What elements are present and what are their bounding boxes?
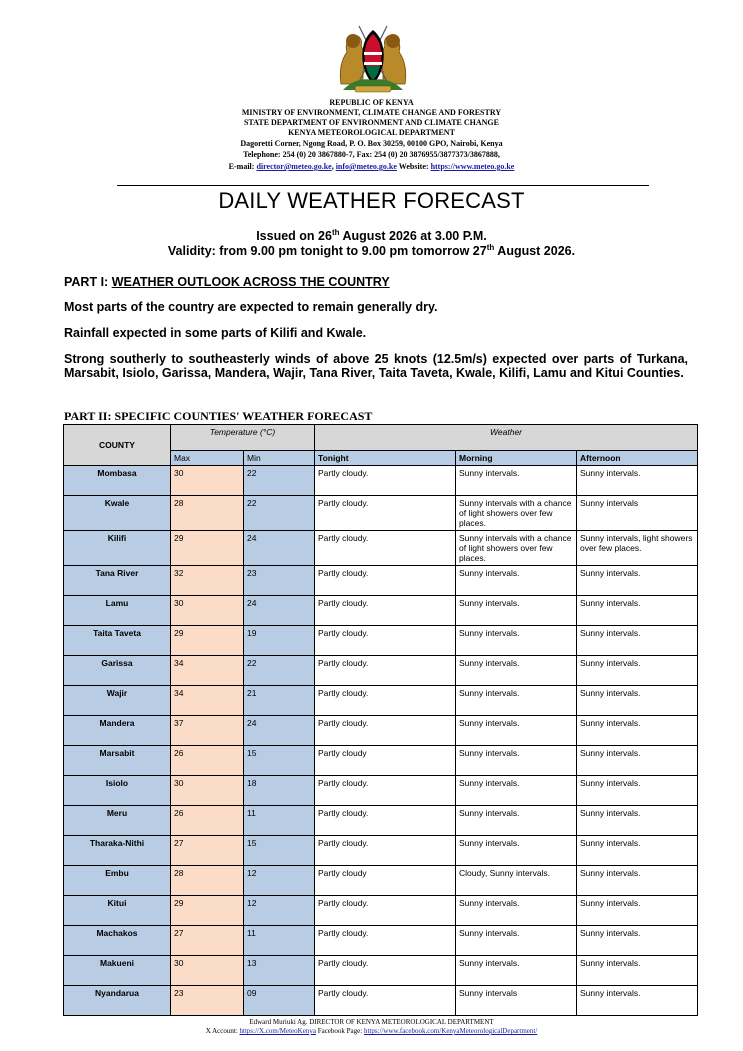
col-header-temperature: Temperature (°C)	[171, 425, 315, 451]
telephone-line: Telephone: 254 (0) 20 3867880-7, Fax: 254 (0) 20 3876955/3877373/3867888,	[243, 150, 500, 159]
county-cell: Marsabit	[64, 746, 171, 776]
max-temp-cell: 28	[171, 496, 244, 531]
state-department-line: STATE DEPARTMENT OF ENVIRONMENT AND CLIMATE CHANGE	[243, 118, 499, 127]
tonight-cell: Partly cloudy.	[315, 896, 456, 926]
tonight-cell: Partly cloudy.	[315, 776, 456, 806]
min-temp-cell: 15	[244, 746, 315, 776]
department-line: KENYA METEOROLOGICAL DEPARTMENT	[288, 128, 455, 137]
county-cell: Kilifi	[64, 531, 171, 566]
ministry-line: MINISTRY OF ENVIRONMENT, CLIMATE CHANGE AND FORESTRY	[241, 108, 502, 117]
table-row	[64, 806, 698, 836]
tonight-cell: Partly cloudy.	[315, 836, 456, 866]
morning-cell: Sunny intervals.	[456, 566, 577, 596]
kenya-coat-of-arms-icon	[333, 22, 413, 96]
tonight-cell: Partly cloudy.	[315, 466, 456, 496]
max-temp-cell: 26	[171, 806, 244, 836]
col-header-afternoon: Afternoon	[577, 451, 698, 466]
morning-cell: Sunny intervals.	[456, 686, 577, 716]
part1-heading: PART I: WEATHER OUTLOOK ACROSS THE COUNTRY	[64, 275, 390, 289]
afternoon-cell: Sunny intervals.	[577, 956, 698, 986]
county-cell: Makueni	[64, 956, 171, 986]
table-row	[64, 496, 698, 531]
afternoon-cell: Sunny intervals.	[577, 686, 698, 716]
col-header-max: Max	[171, 451, 244, 466]
afternoon-cell: Sunny intervals.	[577, 866, 698, 896]
county-cell: Garissa	[64, 656, 171, 686]
tonight-cell: Partly cloudy.	[315, 926, 456, 956]
tonight-cell: Partly cloudy.	[315, 986, 456, 1016]
min-temp-cell: 15	[244, 836, 315, 866]
max-temp-cell: 27	[171, 836, 244, 866]
max-temp-cell: 30	[171, 596, 244, 626]
county-cell: Tana River	[64, 566, 171, 596]
min-temp-cell: 21	[244, 686, 315, 716]
county-cell: Tharaka-Nithi	[64, 836, 171, 866]
max-temp-cell: 29	[171, 896, 244, 926]
max-temp-cell: 30	[171, 776, 244, 806]
min-temp-cell: 24	[244, 531, 315, 566]
x-account-label: X Account:	[205, 1027, 240, 1035]
max-temp-cell: 28	[171, 866, 244, 896]
table-row	[64, 686, 698, 716]
afternoon-cell: Sunny intervals.	[577, 746, 698, 776]
website-label: Website:	[396, 162, 431, 171]
afternoon-cell: Sunny intervals.	[577, 926, 698, 956]
page-title: DAILY WEATHER FORECAST	[218, 188, 525, 213]
tonight-cell: Partly cloudy.	[315, 496, 456, 531]
afternoon-cell: Sunny intervals.	[577, 566, 698, 596]
county-cell: Mombasa	[64, 466, 171, 496]
min-temp-cell: 12	[244, 896, 315, 926]
morning-cell: Sunny intervals.	[456, 626, 577, 656]
max-temp-cell: 26	[171, 746, 244, 776]
morning-cell: Sunny intervals.	[456, 896, 577, 926]
morning-cell: Sunny intervals.	[456, 836, 577, 866]
afternoon-cell: Sunny intervals.	[577, 896, 698, 926]
table-row	[64, 866, 698, 896]
facebook-page-link[interactable]: https://www.facebook.com/KenyaMeteorologicalDepartment/	[363, 1027, 538, 1035]
email-link-director[interactable]: director@meteo.go.ke	[256, 162, 332, 171]
col-header-min: Min	[244, 451, 315, 466]
min-temp-cell: 18	[244, 776, 315, 806]
afternoon-cell: Sunny intervals.	[577, 776, 698, 806]
county-forecast-table	[63, 424, 698, 1016]
tonight-cell: Partly cloudy	[315, 746, 456, 776]
col-header-morning: Morning	[456, 451, 577, 466]
col-header-county: COUNTY	[64, 425, 171, 466]
tonight-cell: Partly cloudy.	[315, 596, 456, 626]
min-temp-cell: 09	[244, 986, 315, 1016]
issued-line: Issued on 26th August 2026 at 3.00 P.M.	[256, 227, 487, 243]
morning-cell: Sunny intervals.	[456, 596, 577, 626]
tonight-cell: Partly cloudy.	[315, 531, 456, 566]
tonight-cell: Partly cloudy.	[315, 626, 456, 656]
col-header-tonight: Tonight	[315, 451, 456, 466]
morning-cell: Sunny intervals.	[456, 806, 577, 836]
email-label: E-mail:	[228, 162, 257, 171]
max-temp-cell: 34	[171, 656, 244, 686]
morning-cell: Sunny intervals.	[456, 926, 577, 956]
tonight-cell: Partly cloudy	[315, 866, 456, 896]
republic-line: REPUBLIC OF KENYA	[329, 98, 414, 107]
contact-line	[0, 162, 743, 172]
min-temp-cell: 19	[244, 626, 315, 656]
county-cell: Nyandarua	[64, 986, 171, 1016]
footer-signatory: Edward Muriuki Ag. DIRECTOR OF KENYA METEOROLOGICAL DEPARTMENT	[249, 1018, 494, 1026]
afternoon-cell: Sunny intervals.	[577, 806, 698, 836]
table-row	[64, 596, 698, 626]
min-temp-cell: 24	[244, 716, 315, 746]
county-cell: Lamu	[64, 596, 171, 626]
min-temp-cell: 11	[244, 806, 315, 836]
afternoon-cell: Sunny intervals.	[577, 986, 698, 1016]
morning-cell: Sunny intervals with a chance of light showers over few places.	[456, 531, 577, 566]
county-cell: Wajir	[64, 686, 171, 716]
max-temp-cell: 30	[171, 956, 244, 986]
header-divider	[117, 185, 649, 186]
min-temp-cell: 11	[244, 926, 315, 956]
tonight-cell: Partly cloudy.	[315, 716, 456, 746]
min-temp-cell: 22	[244, 466, 315, 496]
morning-cell: Sunny intervals.	[456, 466, 577, 496]
max-temp-cell: 34	[171, 686, 244, 716]
tonight-cell: Partly cloudy.	[315, 806, 456, 836]
afternoon-cell: Sunny intervals.	[577, 656, 698, 686]
afternoon-cell: Sunny intervals.	[577, 626, 698, 656]
morning-cell: Sunny intervals.	[456, 776, 577, 806]
table-row	[64, 986, 698, 1016]
website-link[interactable]: https://www.meteo.go.ke	[430, 162, 515, 171]
email-link-info[interactable]: info@meteo.go.ke	[335, 162, 397, 171]
max-temp-cell: 30	[171, 466, 244, 496]
table-row	[64, 566, 698, 596]
part2-heading: PART II: SPECIFIC COUNTIES' WEATHER FORECAST	[64, 409, 373, 423]
email-separator: ,	[331, 162, 336, 171]
facebook-label: Facebook Page:	[315, 1027, 364, 1035]
county-cell: Mandera	[64, 716, 171, 746]
table-row	[64, 531, 698, 566]
county-cell: Kitui	[64, 896, 171, 926]
validity-line: Validity: from 9.00 pm tonight to 9.00 pm tomorrow 27th August 2026.	[167, 242, 576, 258]
morning-cell: Sunny intervals.	[456, 716, 577, 746]
morning-cell: Sunny intervals.	[456, 746, 577, 776]
tonight-cell: Partly cloudy.	[315, 956, 456, 986]
max-temp-cell: 37	[171, 716, 244, 746]
table-row	[64, 836, 698, 866]
tonight-cell: Partly cloudy.	[315, 656, 456, 686]
afternoon-cell: Sunny intervals.	[577, 716, 698, 746]
table-row	[64, 926, 698, 956]
min-temp-cell: 22	[244, 496, 315, 531]
min-temp-cell: 22	[244, 656, 315, 686]
min-temp-cell: 24	[244, 596, 315, 626]
address-line: Dagoretti Corner, Ngong Road, P. O. Box 30259, 00100 GPO, Nairobi, Kenya	[240, 139, 503, 148]
table-row	[64, 716, 698, 746]
afternoon-cell: Sunny intervals.	[577, 466, 698, 496]
footer-social-line	[0, 1026, 743, 1036]
afternoon-cell: Sunny intervals.	[577, 836, 698, 866]
max-temp-cell: 23	[171, 986, 244, 1016]
table-row	[64, 776, 698, 806]
morning-cell: Sunny intervals.	[456, 956, 577, 986]
x-account-link[interactable]: https://X.com/MeteoKenya	[239, 1027, 316, 1035]
max-temp-cell: 32	[171, 566, 244, 596]
max-temp-cell: 29	[171, 531, 244, 566]
issued-block	[0, 229, 743, 259]
tonight-cell: Partly cloudy.	[315, 566, 456, 596]
morning-cell: Cloudy, Sunny intervals.	[456, 866, 577, 896]
table-row	[64, 746, 698, 776]
table-row	[64, 466, 698, 496]
afternoon-cell: Sunny intervals, light showers over few places.	[577, 531, 698, 566]
outlook-paragraph-2: Rainfall expected in some parts of Kilifi and Kwale.	[64, 326, 367, 340]
county-cell: Kwale	[64, 496, 171, 531]
min-temp-cell: 23	[244, 566, 315, 596]
morning-cell: Sunny intervals.	[456, 656, 577, 686]
county-cell: Taita Taveta	[64, 626, 171, 656]
county-cell: Embu	[64, 866, 171, 896]
outlook-paragraph-1: Most parts of the country are expected to remain generally dry.	[64, 300, 438, 314]
outlook-paragraph-3: Strong southerly to southeasterly winds of above 25 knots (12.5m/s) expected over parts of Turkana, Marsabit, Isiolo, Garissa, Mandera, Wajir, Tana River, Taita Taveta, Kwale, Kilifi, Lamu and Kitui Counties.	[64, 352, 688, 380]
max-temp-cell: 27	[171, 926, 244, 956]
tonight-cell: Partly cloudy.	[315, 686, 456, 716]
morning-cell: Sunny intervals	[456, 986, 577, 1016]
county-cell: Machakos	[64, 926, 171, 956]
table-row	[64, 956, 698, 986]
afternoon-cell: Sunny intervals	[577, 496, 698, 531]
county-cell: Isiolo	[64, 776, 171, 806]
col-header-weather: Weather	[315, 425, 698, 451]
morning-cell: Sunny intervals with a chance of light showers over few places.	[456, 496, 577, 531]
table-row	[64, 896, 698, 926]
afternoon-cell: Sunny intervals.	[577, 596, 698, 626]
min-temp-cell: 12	[244, 866, 315, 896]
county-cell: Meru	[64, 806, 171, 836]
table-row	[64, 626, 698, 656]
min-temp-cell: 13	[244, 956, 315, 986]
max-temp-cell: 29	[171, 626, 244, 656]
table-row	[64, 656, 698, 686]
